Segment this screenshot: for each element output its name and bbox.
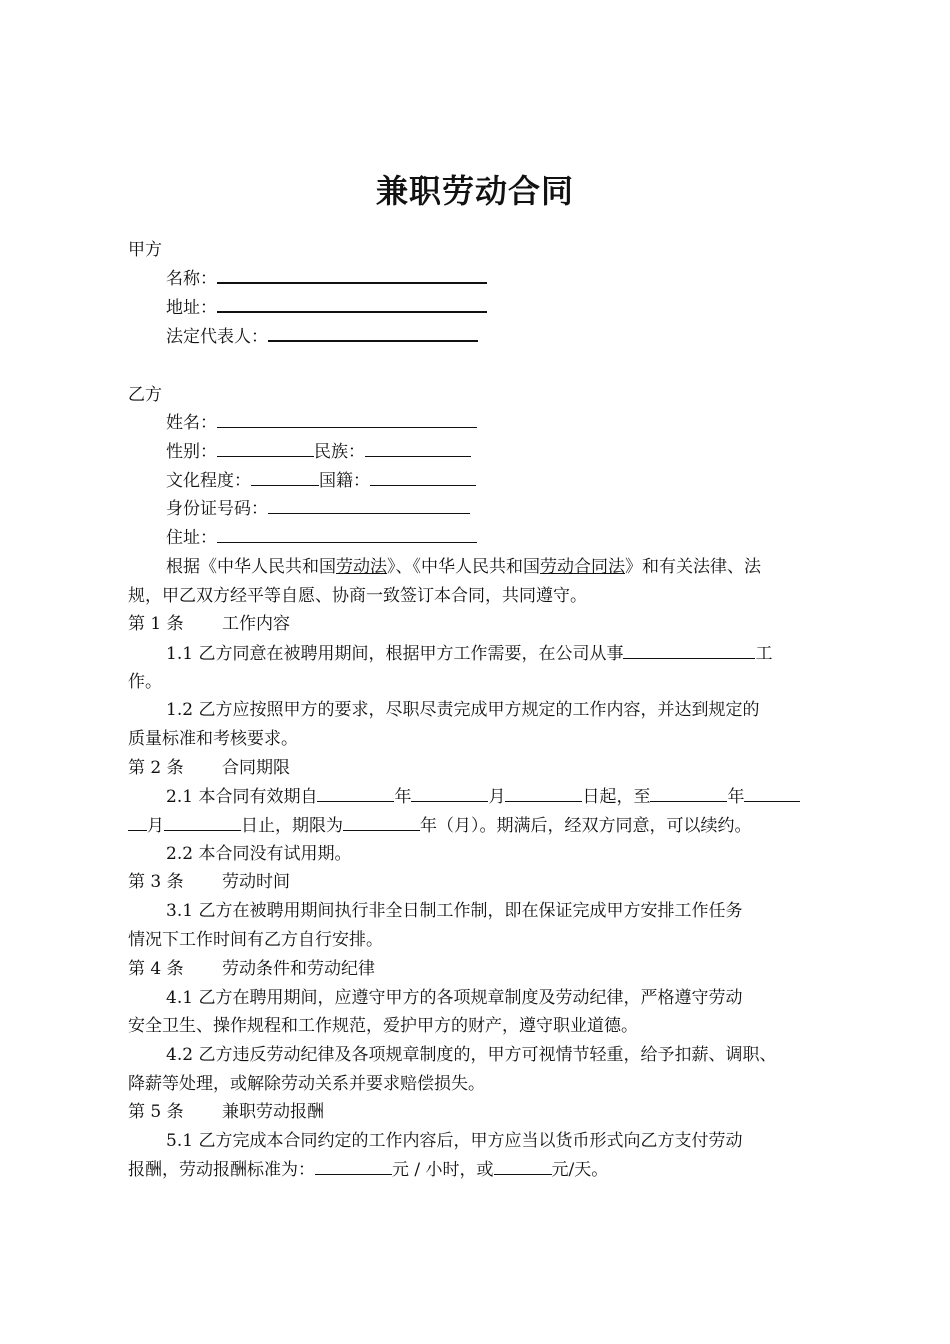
clause-text: 年 [727, 787, 745, 807]
article-title: 工作内容 [222, 614, 290, 634]
daily-rate-field[interactable] [494, 1160, 552, 1175]
clause-4-1: 4.1 乙方在聘用期间，应遵守甲方的各项规章制度及劳动纪律，严格遵守劳动 [166, 988, 743, 1008]
party-a-address-row [166, 296, 487, 320]
party-a-rep-field[interactable] [268, 326, 478, 342]
clause-text: 年（月）。期满后，经双方同意，可以续约。 [420, 816, 752, 836]
clause-text: 日止，期限为 [241, 816, 343, 836]
clause-text: 日起，至 [582, 787, 651, 807]
end-day-field[interactable] [164, 816, 241, 831]
party-a-name-field[interactable] [217, 268, 487, 284]
clause-4-2: 4.2 乙方违反劳动纪律及各项规章制度的，甲方可视情节轻重，给予扣薪、调职、 [166, 1045, 777, 1065]
preamble-text: 根据《中华人民共和国 [166, 557, 336, 577]
party-b-ethnic-field[interactable] [365, 442, 471, 457]
article-number: 第 1 条 [128, 614, 184, 634]
hourly-rate-field[interactable] [315, 1160, 392, 1175]
article-title: 合同期限 [222, 758, 290, 778]
clause-2-1 [166, 785, 800, 809]
start-month-field[interactable] [411, 787, 488, 802]
party-b-address-row [166, 526, 477, 550]
start-day-field[interactable] [505, 787, 582, 802]
party-b-id-field[interactable] [268, 499, 470, 514]
party-b-education-field[interactable] [251, 471, 319, 486]
party-b-heading: 乙方 [128, 385, 162, 405]
party-a-rep-row [166, 325, 478, 349]
clause-text: 工 [755, 644, 773, 664]
party-b-address-label: 住址： [166, 528, 217, 548]
party-b-education-row [166, 469, 476, 493]
party-b-id-row [166, 497, 470, 521]
clause-2-2: 2.2 本合同没有试用期。 [166, 844, 352, 864]
party-a-address-label: 地址： [166, 298, 217, 318]
article-title: 兼职劳动报酬 [222, 1102, 324, 1122]
clause-text: 2.1 本合同有效期自 [166, 787, 318, 807]
preamble-text: 》、《中华人民共和国 [387, 557, 540, 577]
clause-text: 元/天。 [551, 1160, 609, 1180]
party-b-address-field[interactable] [217, 528, 477, 543]
clause-2-1-cont [128, 814, 752, 838]
article-title: 劳动时间 [222, 872, 290, 892]
clause-1-1-cont: 作。 [128, 672, 162, 692]
clause-1-1 [166, 642, 772, 666]
article-5-heading [128, 1100, 324, 1124]
article-number: 第 5 条 [128, 1102, 184, 1122]
clause-text: 月 [147, 816, 164, 836]
article-number: 第 2 条 [128, 758, 184, 778]
party-b-ethnic-label: 民族： [314, 442, 365, 462]
party-b-education-label: 文化程度： [166, 471, 251, 491]
preamble-text: 》和有关法律、法 [625, 557, 761, 577]
clause-text: 报酬，劳动报酬标准为： [128, 1160, 315, 1180]
party-a-heading: 甲方 [128, 240, 162, 260]
clause-5-1: 5.1 乙方完成本合同约定的工作内容后，甲方应当以货币形式向乙方支付劳动 [166, 1131, 743, 1151]
party-a-address-field[interactable] [217, 297, 487, 313]
end-month-field-part2[interactable] [128, 816, 147, 831]
job-field[interactable] [623, 644, 755, 659]
article-2-heading [128, 756, 290, 780]
end-year-field[interactable] [650, 787, 727, 802]
document-title: 兼职劳动合同 [375, 172, 574, 210]
party-b-name-row [166, 411, 477, 435]
party-a-name-row [166, 267, 487, 291]
party-b-nationality-label: 国籍： [319, 471, 370, 491]
clause-5-1-cont [128, 1158, 608, 1182]
clause-text: 月 [488, 787, 506, 807]
clause-3-1-cont: 情况下工作时间有乙方自行安排。 [128, 930, 383, 950]
clause-1-2-cont: 质量标准和考核要求。 [128, 729, 298, 749]
clause-text: 1.1 乙方同意在被聘用期间，根据甲方工作需要，在公司从事 [166, 644, 624, 664]
end-month-field-part1[interactable] [744, 787, 800, 802]
party-a-rep-label: 法定代表人： [166, 327, 268, 347]
party-b-nationality-field[interactable] [370, 471, 476, 486]
preamble-line-2: 规，甲乙双方经平等自愿、协商一致签订本合同，共同遵守。 [128, 586, 587, 606]
period-field[interactable] [343, 816, 420, 831]
clause-3-1: 3.1 乙方在被聘用期间执行非全日制工作制，即在保证完成甲方安排工作任务 [166, 901, 743, 921]
clause-text: 年 [394, 787, 412, 807]
article-title: 劳动条件和劳动纪律 [222, 959, 375, 979]
party-b-id-label: 身份证号码： [166, 499, 268, 519]
article-3-heading [128, 870, 290, 894]
party-b-name-field[interactable] [217, 413, 477, 428]
article-4-heading [128, 957, 375, 981]
labor-contract-law-link[interactable]: 劳动合同法 [540, 557, 625, 577]
party-b-gender-row [166, 440, 471, 464]
clause-text: 元 / 小时，或 [392, 1160, 494, 1180]
preamble-line-1 [166, 555, 761, 579]
start-year-field[interactable] [317, 787, 394, 802]
article-1-heading [128, 612, 290, 636]
party-b-name-label: 姓名： [166, 413, 217, 433]
article-number: 第 4 条 [128, 959, 184, 979]
party-b-gender-label: 性别： [166, 442, 217, 462]
clause-4-1-cont: 安全卫生、操作规程和工作规范，爱护甲方的财产，遵守职业道德。 [128, 1016, 638, 1036]
article-number: 第 3 条 [128, 872, 184, 892]
clause-4-2-cont: 降薪等处理，或解除劳动关系并要求赔偿损失。 [128, 1074, 485, 1094]
clause-1-2: 1.2 乙方应按照甲方的要求，尽职尽责完成甲方规定的工作内容，并达到规定的 [166, 700, 760, 720]
party-b-gender-field[interactable] [217, 442, 314, 457]
labor-law-link[interactable]: 劳动法 [336, 557, 387, 577]
party-a-name-label: 名称： [166, 269, 217, 289]
